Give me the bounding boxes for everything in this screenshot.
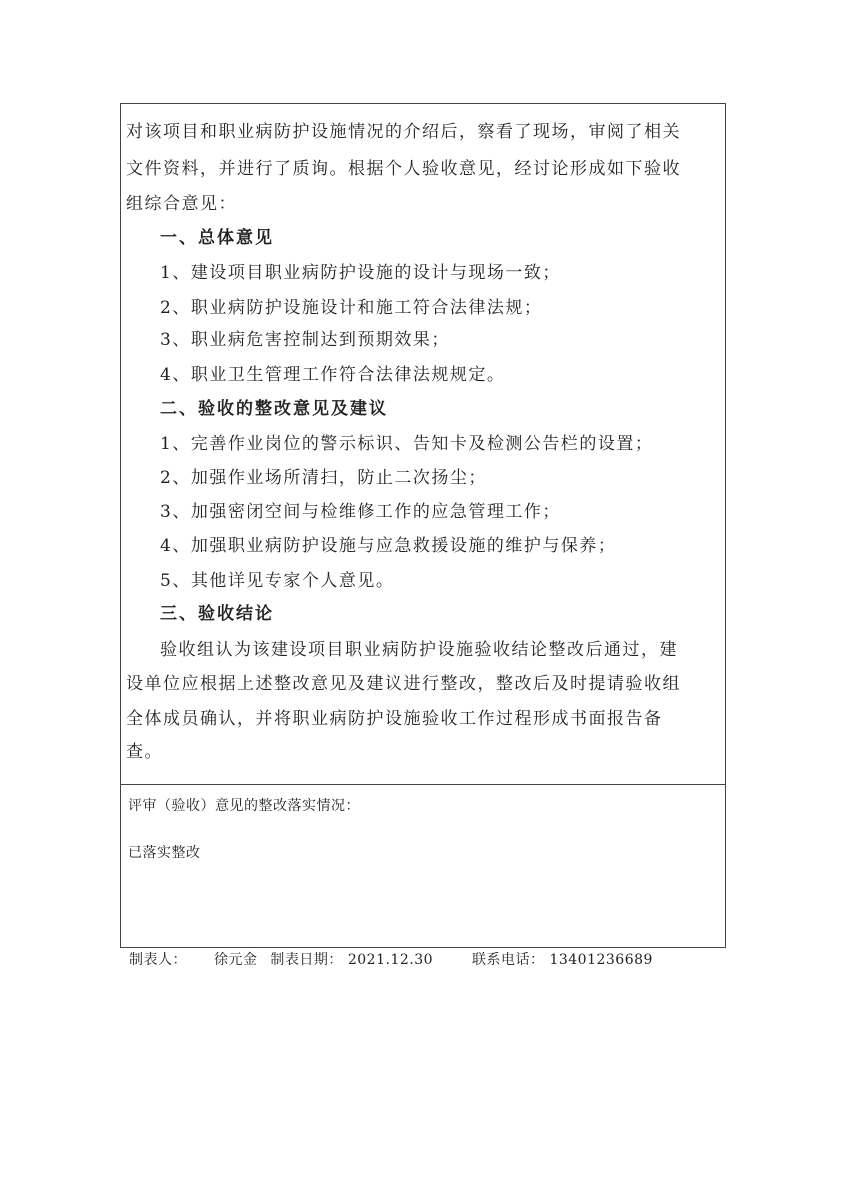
section-2-item: 1、完善作业岗位的警示标识、告知卡及检测公告栏的设置； [160, 434, 654, 454]
conclusion-line-1: 验收组认为该建设项目职业病防护设施验收结论整改后通过，建 [160, 640, 678, 660]
section-1-heading: 一、总体意见 [160, 228, 274, 248]
section-1-item: 2、职业病防护设施设计和施工符合法律法规； [160, 298, 543, 318]
date-label: 制表日期： [270, 952, 343, 968]
form-footer [129, 950, 653, 970]
section-2-item: 4、加强职业病防护设施与应急救援设施的维护与保养； [160, 536, 617, 556]
date-value: 2021.12.30 [347, 952, 434, 968]
intro-line-1: 对该项目和职业病防护设施情况的介绍后，察看了现场，审阅了相关 [126, 122, 681, 142]
rectification-value: 已落实整改 [128, 845, 201, 861]
phone-value: 13401236689 [549, 952, 653, 968]
section-2-item: 5、其他详见专家个人意见。 [160, 571, 395, 591]
section-1-item: 3、职业病危害控制达到预期效果； [160, 330, 450, 350]
intro-line-3: 组综合意见： [126, 194, 237, 214]
conclusion-line-4: 查。 [126, 742, 163, 762]
section-2-item: 2、加强作业场所清扫，防止二次扬尘； [160, 468, 487, 488]
rectification-label: 评审（验收）意见的整改落实情况： [128, 798, 360, 814]
preparer-label: 制表人： [129, 952, 187, 968]
preparer-name: 徐元金 [213, 952, 258, 968]
section-3-heading: 三、验收结论 [160, 604, 274, 624]
section-2-heading: 二、验收的整改意见及建议 [160, 399, 388, 419]
conclusion-line-2: 设单位应根据上述整改意见及建议进行整改，整改后及时提请验收组 [126, 674, 681, 694]
section-1-item: 1、建设项目职业病防护设施的设计与现场一致； [160, 263, 561, 283]
row-divider [120, 784, 726, 785]
phone-label: 联系电话： [471, 952, 545, 968]
conclusion-line-3: 全体成员确认，并将职业病防护设施验收工作过程形成书面报告备 [126, 709, 663, 729]
section-2-item: 3、加强密闭空间与检维修工作的应急管理工作； [160, 502, 561, 522]
intro-line-2: 文件资料，并进行了质询。根据个人验收意见，经讨论形成如下验收 [126, 159, 681, 179]
section-1-item: 4、职业卫生管理工作符合法律法规规定。 [160, 365, 506, 385]
